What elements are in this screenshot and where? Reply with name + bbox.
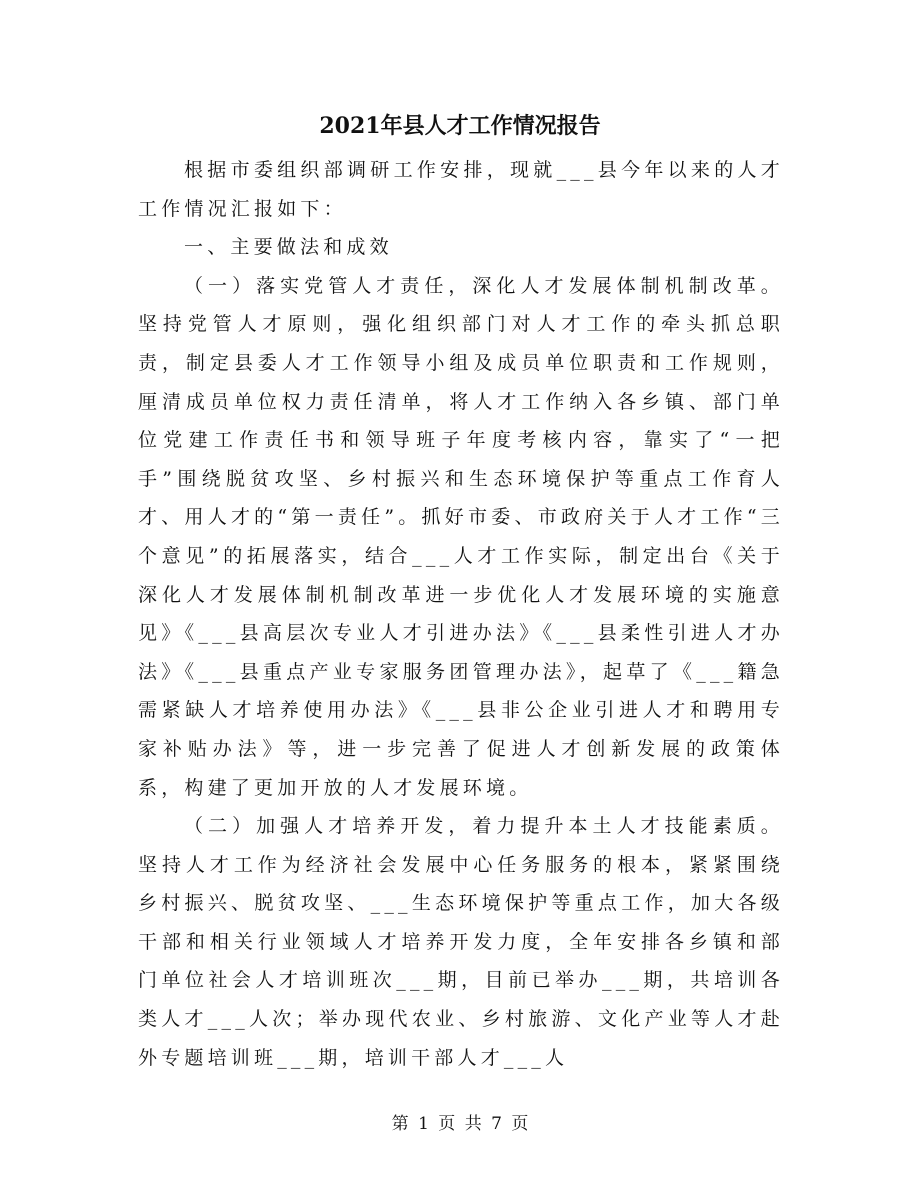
page-number-footer: 第 1 页 共 7 页 <box>391 1114 529 1134</box>
document-title: 2021年县人才工作情况报告 <box>319 113 601 139</box>
document-body <box>138 151 784 1077</box>
intro-paragraph: 根据市委组织部调研工作安排，现就___县今年以来的人才工作情况汇报如下： <box>138 159 784 220</box>
section-heading: 一、主要做法和成效 <box>184 236 393 259</box>
body-paragraph: （一）落实党管人才责任，深化人才发展体制机制改革。坚持党管人才原则，强化组织部门对人才工作的牵头抓总职责，制定县委人才工作领导小组及成员单位职责和工作规则，厘清成员单位权力责任清单，将人才工作纳入各乡镇、部门单位党建工作责任书和领导班子年度考核内容，靠实了“一把手”围绕脱贫攻坚、乡村振兴和生态环境保护等重点工作育人才、用人才的“第一责任”。抓好市委、市政府关于人才工作“三个意见”的拓展落实，结合___人才工作实际，制定出台《关于深化人才发展体制机制改革进一步优化人才发展环境的实施意见》《___县高层次专业人才引进办法》《___县柔性引进人才办法》《___县重点产业专家服务团管理办法》，起草了《___籍急需紧缺人才培养使用办法》《___县非公企业引进人才和聘用专家补贴办法》等，进一步完善了促进人才创新发展的政策体系，构建了更加开放的人才发展环境。 <box>138 274 784 799</box>
body-paragraph: （二）加强人才培养开发，着力提升本土人才技能素质。坚持人才工作为经济社会发展中心任务服务的根本，紧紧围绕乡村振兴、脱贫攻坚、___生态环境保护等重点工作，加大各级干部和相关行业领域人才培养开发力度，全年安排各乡镇和部门单位社会人才培训班次___期，目前已举办___期，共培训各类人才___人次；举办现代农业、乡村旅游、文化产业等人才赴外专题培训班___期，培训干部人才___人 <box>138 815 784 1069</box>
